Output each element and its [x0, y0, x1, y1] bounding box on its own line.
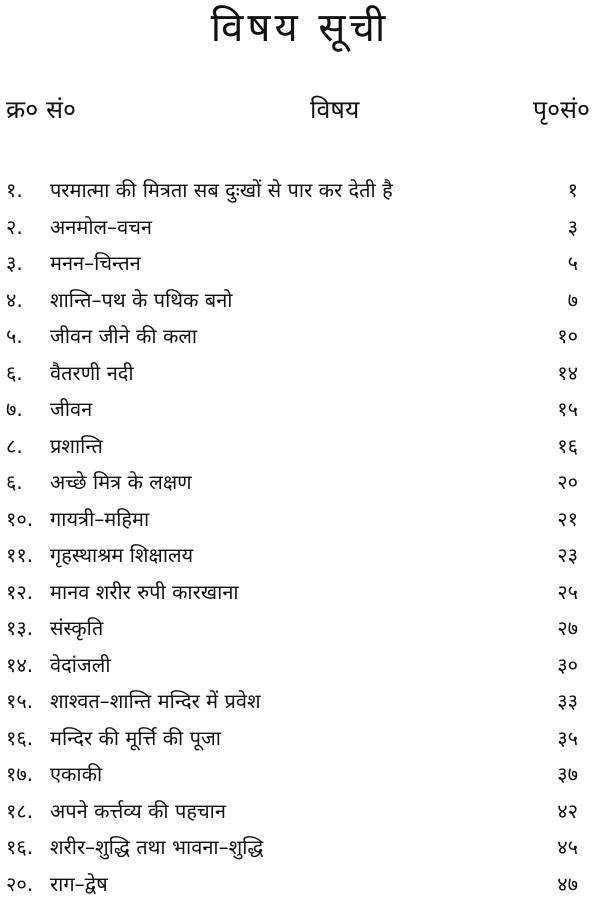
entry-serial-number: ६.	[6, 360, 23, 385]
contents-entry	[0, 683, 600, 720]
entry-serial-number: ११.	[6, 543, 34, 567]
contents-entry	[0, 610, 600, 647]
topic-header: विषय	[310, 95, 360, 124]
serial-number-header: क्र० सं०	[6, 95, 77, 124]
entry-topic: गृहस्थाश्रम शिक्षालय	[50, 543, 194, 567]
entry-serial-number: २.	[6, 214, 23, 239]
contents-entry	[0, 720, 600, 757]
entry-serial-number: १.	[6, 178, 23, 202]
column-headers	[0, 92, 600, 132]
contents-entry	[0, 647, 600, 684]
entry-serial-number: ७.	[6, 397, 23, 421]
entry-page-number: २३	[557, 543, 578, 567]
page-number-header: पृ०सं०	[532, 95, 590, 124]
entry-topic: जीवन	[50, 397, 93, 421]
entry-page-number: १४	[557, 360, 578, 385]
entry-topic: एकाकी	[50, 762, 103, 786]
entry-topic: शरीर–शुद्धि तथा भावना–शुद्धि	[50, 835, 264, 859]
entry-topic: मनन–चिन्तन	[50, 251, 141, 275]
entry-page-number: २७	[557, 616, 578, 640]
contents-entry	[0, 209, 600, 246]
entry-page-number: २५	[557, 579, 578, 604]
entry-serial-number: १४.	[6, 652, 34, 677]
entry-page-number: ५	[567, 251, 578, 275]
entry-serial-number: १६.	[6, 725, 34, 750]
entry-topic: अनमोल–वचन	[50, 214, 152, 239]
contents-entry	[0, 355, 600, 392]
entry-topic: गायत्री–महिमा	[50, 506, 150, 531]
entry-topic: राग–द्वेष	[50, 871, 108, 896]
entry-serial-number: २०.	[6, 871, 34, 896]
entry-serial-number: १०.	[6, 506, 34, 531]
contents-entry	[0, 866, 600, 903]
contents-entry	[0, 464, 600, 501]
contents-entry	[0, 537, 600, 574]
entry-page-number: ३३	[557, 689, 578, 713]
contents-entry	[0, 172, 600, 209]
entry-topic: मानव शरीर रुपी कारखाना	[50, 579, 239, 604]
entry-serial-number: १६.	[6, 835, 34, 859]
contents-entry	[0, 318, 600, 355]
contents-list	[0, 172, 600, 902]
entry-topic: मन्दिर की मूर्त्ति की पूजा	[50, 725, 221, 750]
entry-page-number: ३५	[557, 725, 578, 750]
contents-entry	[0, 245, 600, 282]
entry-page-number: १५	[557, 397, 578, 421]
entry-topic: वैतरणी नदी	[50, 360, 134, 385]
entry-topic: प्रशान्ति	[50, 433, 103, 458]
contents-entry	[0, 574, 600, 611]
entry-page-number: २१	[557, 506, 578, 531]
entry-page-number: २०	[557, 470, 578, 494]
entry-topic: अच्छे मित्र के लक्षण	[50, 470, 192, 494]
entry-topic: अपने कर्त्तव्य की पहचान	[50, 798, 226, 823]
entry-serial-number: १७.	[6, 762, 34, 786]
entry-page-number: ४२	[557, 798, 578, 823]
entry-page-number: ७	[567, 287, 578, 312]
entry-topic: परमात्मा की मित्रता सब दुःखों से पार कर देती है	[50, 178, 393, 202]
entry-serial-number: ३.	[6, 251, 23, 275]
contents-entry	[0, 501, 600, 538]
entry-serial-number: १५.	[6, 689, 34, 713]
entry-page-number: ३७	[557, 762, 578, 786]
entry-page-number: ४७	[557, 871, 578, 896]
entry-topic: संस्कृति	[50, 616, 104, 640]
entry-page-number: ३०	[557, 652, 578, 677]
entry-serial-number: ४.	[6, 287, 23, 312]
contents-entry	[0, 428, 600, 465]
contents-entry	[0, 282, 600, 319]
entry-page-number: १	[567, 178, 578, 202]
entry-serial-number: ५.	[6, 324, 23, 348]
entry-page-number: १६	[557, 433, 578, 458]
entry-serial-number: १८.	[6, 798, 34, 823]
entry-serial-number: १२.	[6, 579, 34, 604]
contents-entry	[0, 829, 600, 866]
contents-entry	[0, 793, 600, 830]
contents-entry	[0, 756, 600, 793]
entry-topic: शाश्वत–शान्ति मन्दिर में प्रवेश	[50, 689, 261, 713]
entry-topic: जीवन जीने की कला	[50, 324, 198, 348]
entry-page-number: ४५	[557, 835, 578, 859]
contents-entry	[0, 391, 600, 428]
entry-topic: शान्ति–पथ के पथिक बनो	[50, 287, 233, 312]
entry-serial-number: ८.	[6, 433, 23, 458]
entry-page-number: ३	[567, 214, 578, 239]
entry-serial-number: ६.	[6, 470, 23, 494]
entry-serial-number: १३.	[6, 616, 34, 640]
entry-topic: वेदांजली	[50, 652, 111, 677]
entry-page-number: १०	[557, 324, 578, 348]
page-title: विषय सूची	[210, 5, 390, 51]
